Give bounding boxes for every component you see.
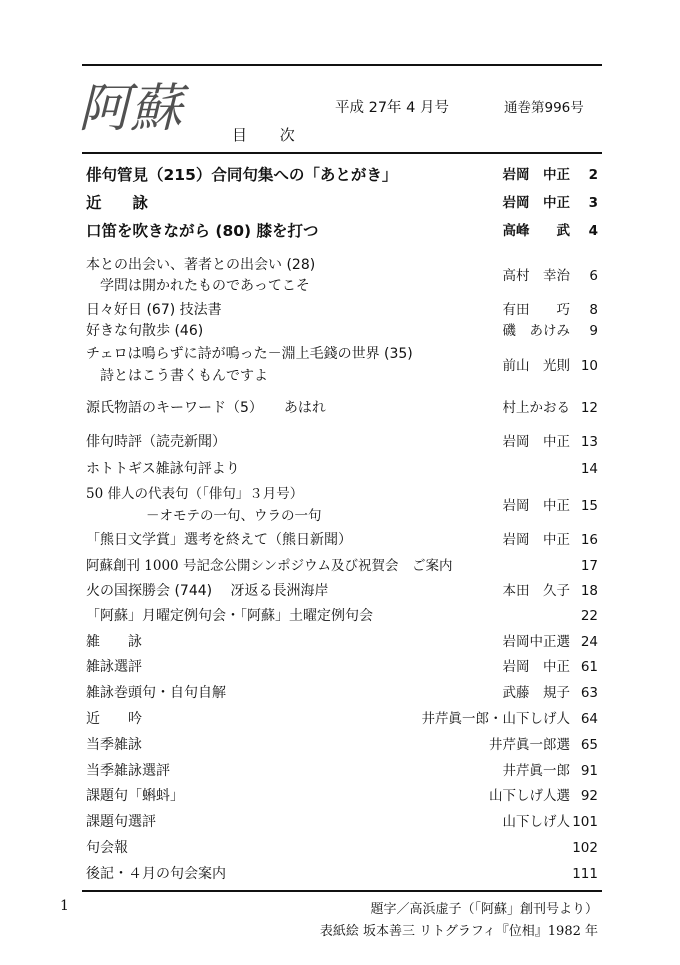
toc-title: 後記・４月の句会案内: [86, 866, 226, 882]
toc-title: 50 俳人の代表句（「俳句」３月号）: [86, 486, 304, 502]
toc-title: 課題句選評: [86, 814, 156, 830]
toc-title: 「阿蘇」月曜定例句会・「阿蘇」土曜定例句会: [86, 608, 373, 624]
toc-author: 山下しげ人選: [489, 788, 570, 804]
toc-page: 9: [589, 323, 598, 339]
toc-author: 前山 光則: [502, 358, 570, 374]
toc-row[interactable]: [86, 556, 598, 576]
toc-title: 日々好日 (67) 技法書: [86, 302, 222, 318]
toc-page: 92: [580, 788, 598, 804]
toc-row[interactable]: [86, 606, 598, 626]
toc-page: 91: [580, 763, 598, 779]
bottom-rule: [82, 890, 602, 892]
volume-number: 通巻第996号: [504, 100, 584, 116]
toc-row[interactable]: [86, 321, 598, 341]
toc-row[interactable]: [86, 786, 598, 806]
toc-page: 61: [580, 659, 598, 675]
toc-author: 井芹眞一郎: [502, 763, 570, 779]
toc-row[interactable]: [86, 812, 598, 832]
cover-credit: 表紙絵 坂本善三 リトグラフィ『位相』1982 年: [319, 924, 598, 939]
toc-page: 3: [588, 195, 598, 211]
toc-page: 18: [580, 583, 598, 599]
toc-title: 雑詠巻頭句・自句自解: [86, 685, 226, 701]
toc-page: 12: [580, 400, 598, 416]
toc-row[interactable]: [86, 761, 598, 781]
toc-page: 14: [580, 461, 598, 477]
toc-row[interactable]: [86, 735, 598, 755]
toc-page: 10: [580, 358, 598, 374]
page-number: 1: [60, 898, 69, 914]
toc-page: 2: [588, 167, 598, 183]
toc-page: 8: [589, 302, 598, 318]
toc-title: 口笛を吹きながら (80) 膝を打つ: [86, 222, 319, 240]
toc-page: 64: [580, 711, 598, 727]
toc-row[interactable]: [86, 864, 598, 884]
toc-page: 4: [588, 223, 598, 239]
toc-page: 65: [580, 737, 598, 753]
toc-page: 111: [572, 866, 598, 882]
toc-subtitle: －オモテの一句、ウラの一句: [146, 508, 322, 524]
title-credit: 題字／高浜虚子（「阿蘇」創刊号より）: [370, 902, 598, 917]
toc-title: 阿蘇創刊 1000 号記念公開シンポジウム及び祝賀会 ご案内: [86, 558, 453, 574]
toc-title: 好きな句散歩 (46): [86, 323, 204, 339]
toc-author: 本田 久子: [502, 583, 570, 599]
toc-author: 井芹眞一郎選: [489, 737, 570, 753]
toc-row[interactable]: [86, 530, 598, 550]
toc-page: 17: [580, 558, 598, 574]
toc-row[interactable]: [86, 838, 598, 858]
toc-title: 当季雑詠: [86, 737, 142, 753]
toc-author: 岩岡 中正: [502, 659, 570, 675]
issue-date: 平成 27年 4 月号: [335, 100, 450, 116]
toc-page: 13: [580, 434, 598, 450]
toc-title: 課題句「蝌蚪」: [86, 788, 184, 804]
toc-author: 岩岡 中正: [502, 195, 570, 211]
toc-title: ホトトギス雑詠句評より: [86, 461, 240, 477]
toc-author: 岩岡 中正: [502, 532, 570, 548]
toc-row[interactable]: [86, 484, 598, 526]
toc-page: 16: [580, 532, 598, 548]
toc-author: 岩岡 中正: [502, 434, 570, 450]
toc-author: 岩岡中正選: [502, 634, 570, 650]
toc-author: 岩岡 中正: [502, 498, 570, 514]
title-logo-text: 阿蘇: [78, 79, 183, 139]
toc-title: 火の国探勝会 (744) 冴返る長洲海岸: [86, 583, 329, 599]
header-rule: [82, 152, 602, 154]
toc-title: チェロは鳴らずに詩が鳴った－淵上毛錢の世界 (35): [86, 346, 413, 362]
toc-row[interactable]: [86, 344, 598, 386]
toc-page: 63: [580, 685, 598, 701]
toc-row[interactable]: [86, 709, 598, 729]
toc-author: 磯 あけみ: [502, 323, 570, 339]
toc-subtitle: 学問は開かれたものであってこそ: [100, 278, 310, 294]
toc-title: 近 詠: [86, 194, 149, 212]
toc-page: 101: [572, 814, 598, 830]
toc-row[interactable]: [86, 398, 598, 418]
toc-author: 高村 幸治: [502, 268, 570, 284]
toc-title: 雑 詠: [86, 634, 142, 650]
toc-title: 俳句時評（読売新聞）: [86, 434, 226, 450]
toc-page: 6: [589, 268, 598, 284]
toc-page: 15: [580, 498, 598, 514]
toc-row[interactable]: [86, 683, 598, 703]
toc-row[interactable]: [86, 459, 598, 479]
magazine-title-logo: [78, 74, 228, 144]
toc-title: 俳句管見（215）合同句集への「あとがき」: [86, 166, 398, 184]
toc-row[interactable]: [86, 255, 598, 297]
toc-author: 武藤 規子: [502, 685, 570, 701]
toc-author: 高峰 武: [502, 223, 570, 239]
toc-author: 山下しげ人: [502, 814, 570, 830]
toc-author: 岩岡 中正: [502, 167, 570, 183]
toc-author: 井芹眞一郎・山下しげ人: [421, 711, 570, 727]
toc-title: 近 吟: [86, 711, 142, 727]
contents-heading: 目 次: [232, 126, 309, 144]
toc-page: 24: [580, 634, 598, 650]
toc-row[interactable]: [86, 221, 598, 241]
toc-title: 「熊日文学賞」選考を終えて（熊日新聞）: [86, 532, 352, 548]
toc-author: 村上かおる: [502, 400, 570, 416]
toc-subtitle: 詩とはこう書くもんですよ: [100, 368, 268, 384]
toc-title: 句会報: [86, 840, 128, 856]
toc-page: 22: [580, 608, 598, 624]
toc-row[interactable]: [86, 581, 598, 601]
toc-title: 当季雑詠選評: [86, 763, 170, 779]
toc-row[interactable]: [86, 657, 598, 677]
toc-page: 102: [572, 840, 598, 856]
toc-title: 源氏物語のキーワード（5） あはれ: [86, 400, 326, 416]
toc-title: 本との出会い、著者との出会い (28): [86, 257, 316, 273]
toc-row[interactable]: [86, 632, 598, 652]
toc-row[interactable]: [86, 165, 598, 185]
toc-title: 雑詠選評: [86, 659, 142, 675]
toc-row[interactable]: [86, 432, 598, 452]
toc-row[interactable]: [86, 193, 598, 213]
toc-row[interactable]: [86, 300, 598, 320]
toc-author: 有田 巧: [502, 302, 570, 318]
top-rule: [82, 64, 602, 66]
